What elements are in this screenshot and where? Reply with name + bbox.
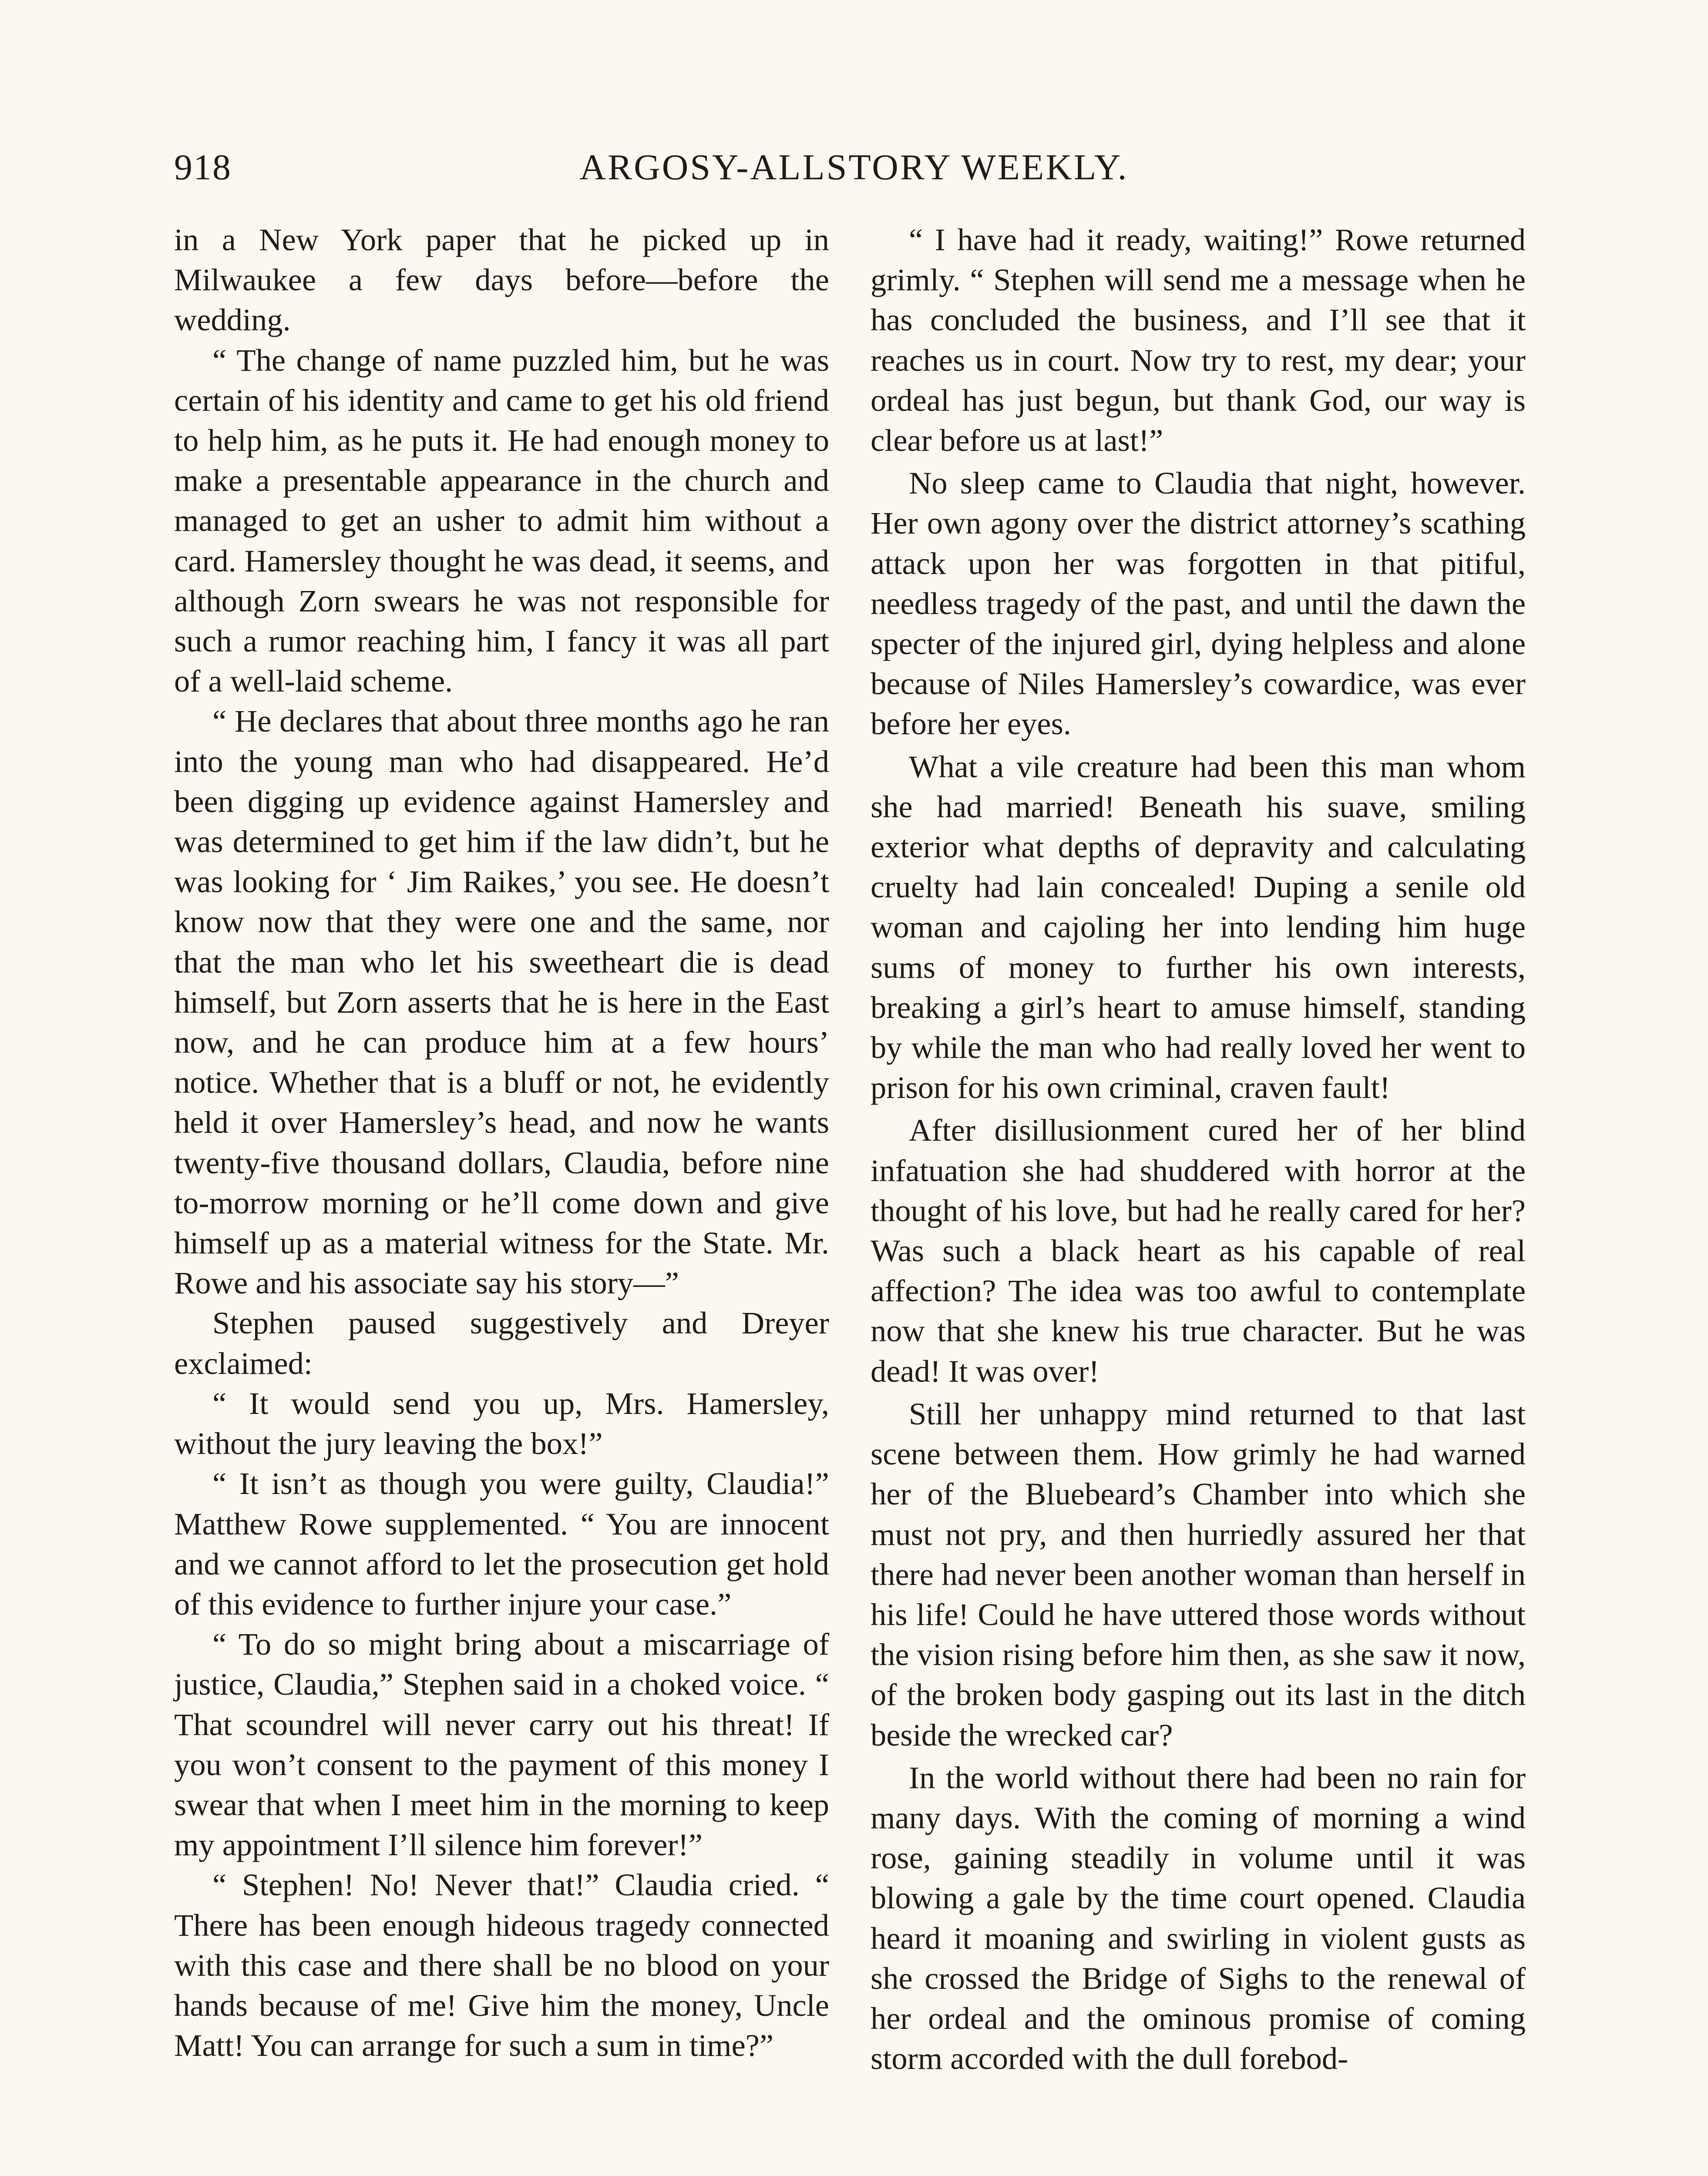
running-head: ARGOSY-ALLSTORY WEEKLY. bbox=[579, 147, 1129, 188]
paragraph: in a New York paper that he picked up in Milwaukee a few days before—before the wedding. bbox=[174, 222, 829, 338]
paragraph: In the world without there had been no rain for many days. With the coming of morning a wind rose, gaining steadily in volume until it was blowing a gale by the time court opened. Claudia heard it moaning and swirling in violent gusts as she crossed the Bridge of Sighs to the renewal of her ordeal and the ominous promise of coming storm accorded with the dull forebod- bbox=[871, 1760, 1526, 2076]
paragraph: “ Stephen! No! Never that!” Claudia cried. “ There has been enough hideous tragedy connected with this case and there shall be no blood on your hands because of me! Give him the money, Uncle Matt! You can arrange for such a sum in time?” bbox=[174, 1867, 829, 2063]
paragraph: “ It would send you up, Mrs. Hamersley, without the jury leaving the box!” bbox=[174, 1385, 829, 1461]
right-column bbox=[871, 220, 1526, 2079]
paragraph: “ To do so might bring about a miscarriage of justice, Claudia,” Stephen said in a choked voice. “ That scoundrel will never carry out his threat! If you won’t consent to the payment of this money I swear that when I meet him in the morning to keep my appointment I’ll silence him forever!” bbox=[174, 1626, 829, 1863]
paragraph: Still her unhappy mind returned to that last scene between them. How grimly he had warned her of the Bluebeard’s Chamber into which she must not pry, and then hurriedly assured her that there had never been another woman than herself in his life! Could he have uttered those words without the vision rising before him then, as she saw it now, of the broken body gasping out its last in the ditch beside the wrecked car? bbox=[871, 1396, 1526, 1753]
paragraph: “ The change of name puzzled him, but he was certain of his identity and came to get his old friend to help him, as he puts it. He had enough money to make a presentable appearance in the church and managed to get an usher to admit him without a card. Hamersley thought he was dead, it seems, and although Zorn swears he was not responsible for such a rumor reaching him, I fancy it was all part of a well-laid scheme. bbox=[174, 342, 829, 699]
paragraph: “ It isn’t as though you were guilty, Claudia!” Matthew Rowe supplemented. “ You are innocent and we cannot afford to let the prosecution get hold of this evidence to further injure your case.” bbox=[174, 1466, 829, 1622]
page-header bbox=[174, 139, 1534, 196]
paragraph: “ I have had it ready, waiting!” Rowe returned grimly. “ Stephen will send me a message when he has concluded the business, and I’ll see that it reaches us in court. Now try to rest, my dear; your ordeal has just begun, but thank God, our way is clear before us at last!” bbox=[871, 222, 1526, 458]
page-number: 918 bbox=[174, 147, 232, 188]
paragraph: No sleep came to Claudia that night, however. Her own agony over the district attorney’s scathing attack upon her was forgotten in that pitiful, needless tragedy of the past, and until the dawn the specter of the injured girl, dying helpless and alone because of Niles Hamersley’s cowardice, was ever before her eyes. bbox=[871, 465, 1526, 742]
paragraph: What a vile creature had been this man whom she had married! Beneath his suave, smiling exterior what depths of depravity and calculating cruelty had lain concealed! Duping a senile old woman and cajoling her into lending him huge sums of money to further his own interests, breaking a girl’s heart to amuse himself, standing by while the man who had really loved her went to prison for his own criminal, craven fault! bbox=[871, 749, 1526, 1105]
paragraph: “ He declares that about three months ago he ran into the young man who had disappeared. He’d been digging up evidence against Hamersley and was determined to get him if the law didn’t, but he was looking for ‘ Jim Raikes,’ you see. He doesn’t know now that they were one and the same, nor that the man who let his sweetheart die is dead himself, but Zorn asserts that he is here in the East now, and he can produce him at a few hours’ notice. Whether that is a bluff or not, he evidently held it over Hamersley’s head, and now he wants twenty-five thousand dollars, Claudia, before nine to-morrow morning or he’ll come down and give himself up as a material witness for the State. Mr. Rowe and his associate say his story—” bbox=[174, 703, 829, 1301]
left-column bbox=[174, 220, 829, 2065]
paragraph: Stephen paused suggestively and Dreyer exclaimed: bbox=[174, 1305, 829, 1381]
paragraph: After disillusionment cured her of her blind infatuation she had shuddered with horror at the thought of his love, but had he really cared for her? Was such a black heart as his capable of real affection? The idea was too awful to contemplate now that she knew his true character. But he was dead! It was over! bbox=[871, 1112, 1526, 1389]
